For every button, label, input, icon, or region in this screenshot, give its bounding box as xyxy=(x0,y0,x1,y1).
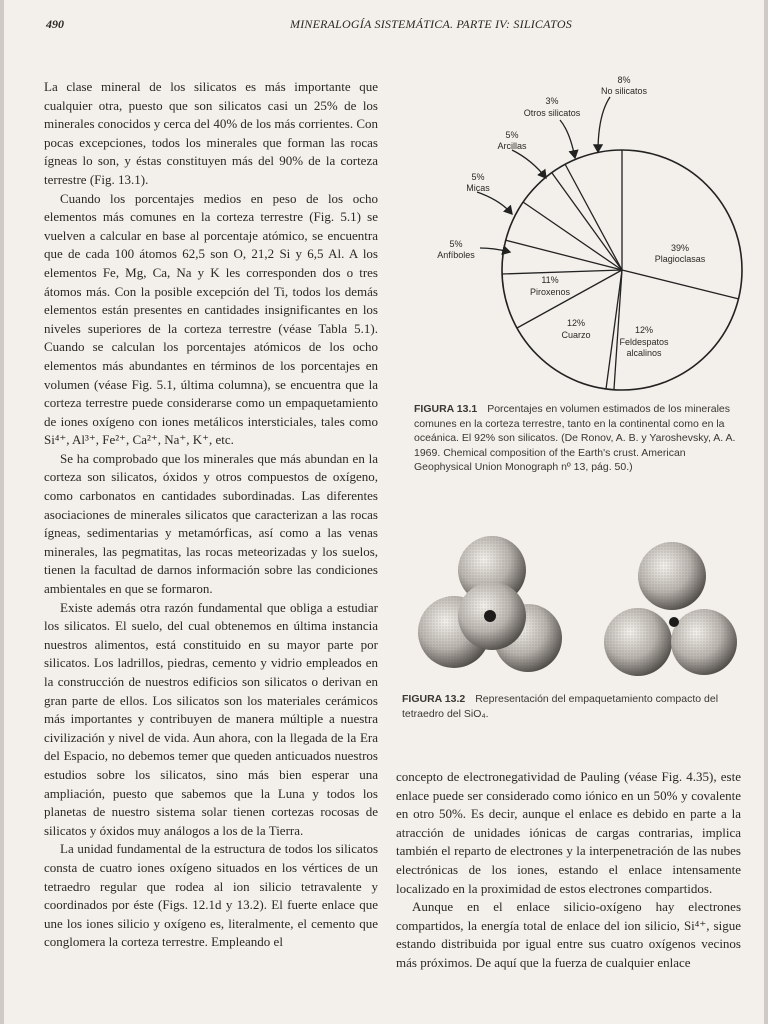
left-column xyxy=(44,78,378,952)
pct-anfiboles: 5% xyxy=(449,239,463,249)
pct-otros-silicatos: 3% xyxy=(545,96,559,106)
figure-13-2-caption xyxy=(402,692,747,721)
running-title: MINERALOGÍA SISTEMÁTICA. PARTE IV: SILICATOS xyxy=(290,17,572,31)
label-micas: Micas xyxy=(466,183,490,193)
caption-text: Representación del empaquetamiento compacto del tetraedro del SiO₄. xyxy=(402,693,719,720)
paragraph: Aunque en el enlace silicio-oxígeno hay electrones compartidos, la energía total de enlace del ion silicio, Si⁴⁺, sigue estando distribuida por igual entre sus cuatro oxígenos vecinos más próximos. De aquí que la fuerza de cualquier enlace xyxy=(396,899,741,970)
caption-text: Porcentajes en volumen estimados de los minerales comunes en la corteza terrestre, tanto en la continental como en la oceánica. El 92% son silicatos. (De Ronov, A. B. y Yaroshevsky, A. A. 1969. Chemical composition of the Earth's crust. American Geophysical Union Monograph nº 13, pág. 50.) xyxy=(414,403,736,473)
label-anfiboles: Anfíboles xyxy=(437,250,475,260)
pct-feldespatos: 12% xyxy=(634,325,654,335)
paragraph: La clase mineral de los silicatos es más importante que cualquier otra, puesto que son silicatos casi un 25% de los minerales conocidos y cerca del 40% de los más corrientes. Con pocas excepciones, todos los minerales que forman las rocas ígneas lo son, y éstas constituyen más del 90% de la corteza terrestre (Fig. 13.1). xyxy=(44,79,378,187)
tetrahedron-figure xyxy=(412,530,752,690)
paragraph: Se ha comprobado que los minerales que más abundan en la corteza son silicatos, óxidos y otros compuestos de oxígeno, como carbonatos en cantidades subordinadas. Las diferentes asociaciones de minerales silicatos que caracterizan a las rocas ígneas, sedimentarias y metamórficas, así como a las venas minerales, las pegmatitas, las rocas meteorizadas y los suelos, tienen la facultad de darnos información sobre las condiciones ambientales en que se formaron. xyxy=(44,450,378,597)
right-column xyxy=(396,768,741,973)
label-piroxenos: Piroxenos xyxy=(529,287,571,297)
pct-piroxenos: 11% xyxy=(541,275,559,285)
pie-chart-figure xyxy=(412,70,752,400)
pct-arcillas: 5% xyxy=(505,130,519,140)
caption-label: FIGURA 13.1 xyxy=(414,403,478,415)
figure-13-1-caption xyxy=(414,402,744,475)
packing-left xyxy=(418,536,562,672)
pct-plagioclasas: 39% xyxy=(670,243,690,253)
paragraph: Existe además otra razón fundamental que obliga a estudiar los silicatos. El suelo, del cual obtenemos en última instancia nuestros alimentos, está constituido en su mayor parte por silicatos. Los ladrillos, piedras, cemento y vidrio empleados en la construcción de nuestros edificios son silicatos o derivan en gran parte de ellos. Los silicatos son los materiales cerámicos más importantes y contribuyen de manera múltiple a nuestra civilización y nivel de vida. Aun ahora, con la llegada de la Era del Espacio, no debemos temer que queden anticuados nuestros estudios sobre los silicatos, sino más bien esperar una ampliación, puesto que sabemos que la Luna y todos los planetas de nuestro sistema solar tienen cortezas rocosas de silicatos y óxidos muy análogos a los de la Tierra. xyxy=(44,599,378,838)
caption-label: FIGURA 13.2 xyxy=(402,693,466,705)
label-plagioclasas: Plagioclasas xyxy=(654,254,706,264)
silicon-ion xyxy=(669,617,679,627)
page-number: 490 xyxy=(46,17,64,31)
label-cuarzo: Cuarzo xyxy=(561,330,591,340)
paragraph: La unidad fundamental de la estructura de todos los silicatos consta de cuatro iones oxígeno situados en los vértices de un tetraedro regular que rodea al ion silicio tetravalente y coordinados por éste (Figs. 12.1d y 13.2). El fuerte enlace que une los iones silicio y oxígeno es, literalmente, el cemento que conglomera la corteza terrestre. Empleando el xyxy=(44,841,378,950)
label-arcillas: Arcillas xyxy=(497,141,527,151)
silicon-ion xyxy=(484,610,496,622)
book-page xyxy=(4,0,764,1024)
pie-callout-arrows xyxy=(477,97,610,252)
label-alcalinos: alcalinos xyxy=(626,348,662,358)
pct-no-silicatos: 8% xyxy=(617,75,631,85)
label-otros-silicatos: Otros silicatos xyxy=(523,108,581,118)
pct-cuarzo: 12% xyxy=(566,318,586,328)
packing-right xyxy=(604,542,737,676)
label-feldespatos: Feldespatos xyxy=(619,337,669,347)
paragraph: concepto de electronegatividad de Pauling (véase Fig. 4.35), este enlace puede ser considerado como iónico en un 50% y covalente en otro 50%. Es decir, aunque el enlace es debido en parte a la atracción de unidades iónicas de cargas contrarias, implica también el reparto de electrones y la interpenetración de las nubes electrónicas de los iones, estando el enlace intensamente localizado en la proximidad de estos electrones compartidos. xyxy=(396,769,741,896)
pct-micas: 5% xyxy=(471,172,485,182)
paragraph: Cuando los porcentajes medios en peso de los ocho elementos más comunes en la corteza terrestre (Fig. 5.1) se vuelven a calcular en base al porcentaje atómico, se encuentra que de cada 100 átomos 62,5 son O, 21,2 Si y 6,5 Al. A los elementos Fe, Mg, Ca, Na y K les corresponden dos o tres átomos más. Con la posible excepción del Ti, todos los demás elementos están presentes en cantidades insignificantes en los niveles superiores de la corteza terrestre (véase Tabla 5.1). Cuando se calculan los porcentajes atómicos de los ocho elementos más abundantes en términos de los porcentajes en volumen (véase Fig. 5.1, última columna), se encuentra que la corteza terrestre puede considerarse como un empaquetamiento de iones oxígeno con iones metálicos intersticiales, tales como Si⁴⁺, Al³⁺, Fe²⁺, Ca²⁺, Na⁺, K⁺, etc. xyxy=(44,190,378,448)
label-no-silicatos: No silicatos xyxy=(600,86,648,96)
